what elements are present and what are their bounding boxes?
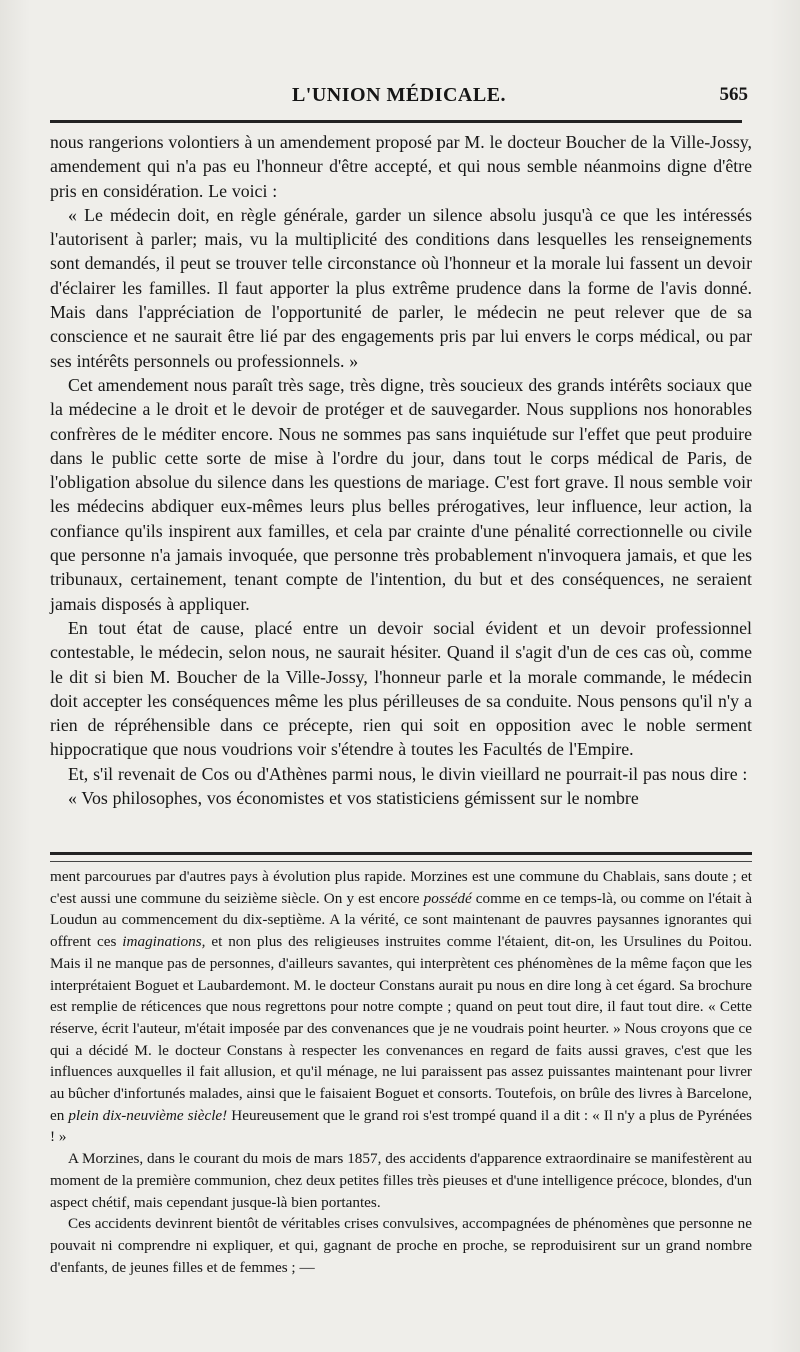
section-divider <box>50 852 752 862</box>
running-title: L'UNION MÉDICALE. <box>291 84 507 106</box>
feuilleton-text <box>50 866 752 1278</box>
paragraph: Et, s'il revenait de Cos ou d'Athènes parmi nous, le divin vieillard ne pourrait-il pas nous dire : <box>68 763 748 784</box>
page-number: 565 <box>719 84 748 105</box>
paragraph: nous rangerions volontiers à un amendement proposé par M. le docteur Boucher de la Ville-Jossy, amendement qui n'a pas eu l'honneur d'être accepté, et qui nous semble néanmoins digne d'être pris en considération. Le voici : <box>50 132 752 201</box>
paragraph: En tout état de cause, placé entre un devoir social évident et un devoir professionnel contestable, le médecin, selon nous, ne saurait hésiter. Quand il s'agit d'un de ces cas où, comme le dit si bien M. Boucher de la Ville-Jossy, l'honneur parle et la morale commande, le médecin doit accepter les conséquences même les plus périlleuses de sa conduite. Nous pensons qu'il n'y a rien de répréhensible dans ce précepte, rien qui soit en opposition avec le noble serment hippocratique que nous voudrions voir s'étendre à toutes les Facultés de l'Empire. <box>50 617 752 760</box>
italic-text: imaginations, <box>122 933 206 951</box>
text-run: et non plus des religieuses instruites comme l'étaient, dit-on, les Ursulines du Poitou. Mais il ne manque pas de personnes, d'ailleurs savantes, qui interprètent ces phénomènes de la même façon que les interprétaient Boguet et Laubardemont. M. le docteur Constans aurait pu nous en dire long à cet égard. Sa brochure est remplie de réticences que nous regrettons pour notre compte ; quand on peut tout dire, il faut tout dire. « Cette réserve, écrit l'auteur, m'était imposée par des convenances que je ne voudrais point heurter. » Nous croyons que ce qui a décidé M. le docteur Constans à respecter les convenances en regard de faits aussi graves, c'est que les influences auxquelles il fait allusion, et qu'il ménage, ne lui paraissent pas assez puissantes maintenant pour livrer au bûcher d'infortunés malades, ainsi que le faisaient Boguet et consorts. Toutefois, on brûle des livres à Barcelone, en <box>50 933 752 1124</box>
quoted-paragraph: « Vos philosophes, vos économistes et vos statisticiens gémissent sur le nombre <box>68 788 639 809</box>
note-paragraph: A Morzines, dans le courant du mois de mars 1857, des accidents d'apparence extraordinaire se manifestèrent au moment de la première communion, chez deux petites filles très pieuses et d'une intelligence précoce, blondes, d'un aspect chétif, mais cependant jusque-là bien portantes. <box>50 1150 752 1211</box>
text-run: Heureusement que le grand roi s'est trompé quand il a dit : « Il n'y a plus de Pyrénées ! » <box>50 1106 753 1146</box>
paragraph: Cet amendement nous paraît très sage, très digne, très soucieux des grands intérêts sociaux que la médecine a le droit et le devoir de protéger et de sauvegarder. Nous supplions nos honorables confrères de le méditer encore. Nous ne sommes pas sans inquiétude sur l'effet que peut produire dans le public cette sorte de mise à l'ordre du jour, dans tout le corps médical de Paris, de l'obligation absolue du silence dans les questions de mariage. C'est fort grave. Il nous semble voir les médecins abdiquer eux-mêmes leurs plus belles prérogatives, leur influence, leur action, la confiance qu'ils inspirent aux familles, et cela par crainte d'une pénalité correctionnelle ou civile que personne n'a jamais invoquée, que personne très probablement n'invoquera jamais, et que les tribunaux, certainement, tenant compte de l'intention, du but et des conséquences, ne seraient jamais disposés à appliquer. <box>50 374 752 614</box>
main-text <box>50 130 752 810</box>
italic-text: plein dix-neuvième siècle! <box>68 1106 228 1124</box>
page-header <box>50 84 748 114</box>
italic-text: possédé <box>423 889 472 907</box>
quoted-paragraph: « Le médecin doit, en règle générale, garder un silence absolu jusqu'à ce que les intéressés l'autorisent à parler; mais, vu la multiplicité des conditions dans lesquelles les renseignements sont demandés, il peut se trouver telle circonstance où l'honneur et la morale lui fassent un devoir d'éclairer les familles. Il faut apporter la plus extrême prudence dans la forme de l'avis donné. Mais dans l'appréciation de l'opportunité de parler, le médecin ne peut relever que de sa conscience et ne saurait être lié par des engagements pris par lui envers le corps médical, ou par ses intérêts personnels ou professionnels. » <box>50 204 752 371</box>
note-paragraph <box>50 866 752 1148</box>
header-rule <box>50 120 742 123</box>
text-run: ment parcourues par d'autres pays à évolution plus rapide. Morzines est une commune du Chablais, sans doute ; et c'est aussi une commune du seizième siècle. On y est encore <box>50 868 752 907</box>
text-run: comme en ce temps-là, ou comme on l'était à Loudun au commencement du dix-septième. A la vérité, ce sont maintenant de pauvres paysannes ignorantes qui offrent ces <box>50 889 752 951</box>
note-paragraph: Ces accidents devinrent bientôt de véritables crises convulsives, accompagnées de phénomènes que personne ne pouvait ni comprendre ni expliquer, et qui, gagnant de proche en proche, se reproduisirent sur un grand nombre d'enfants, de jeunes filles et de femmes ; — <box>50 1215 752 1276</box>
